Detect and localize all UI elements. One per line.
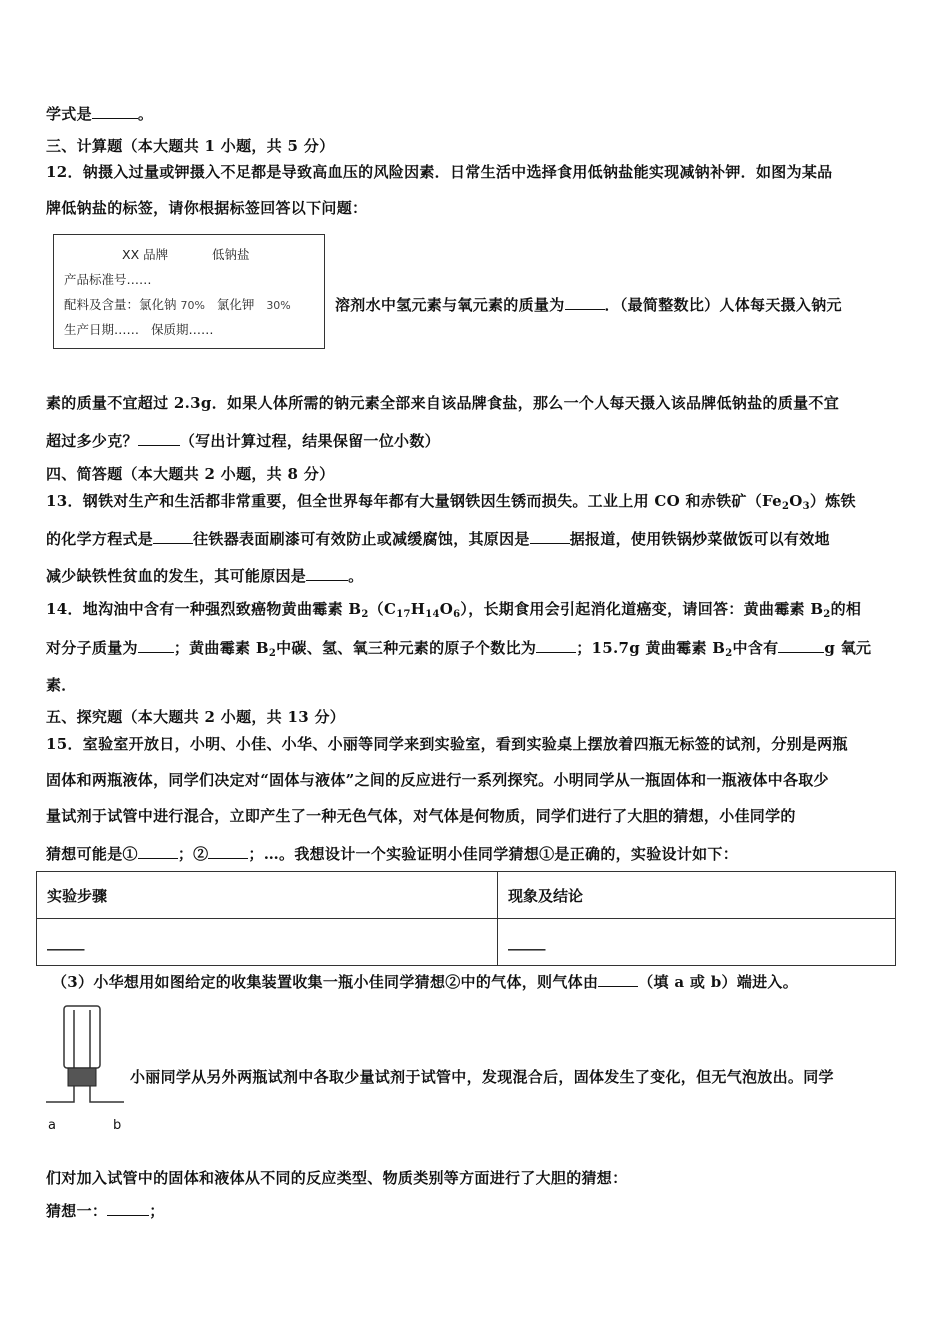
tube-end-label-a: a [48,1118,56,1133]
q15-line-6: 小丽同学从另外两瓶试剂中各取少量试剂于试管中，发现混合后，固体发生了变化，但无气泡放出。同学 [130,1068,834,1086]
q15-line-3: 量试剂于试管中进行混合，立即产生了一种无色气体，对气体是何物质，同学们进行了大胆的猜想，小佳同学的 [46,807,796,825]
table-cell-result[interactable]: _____ [498,919,896,966]
q12-line-1: 12．钠摄入过量或钾摄入不足都是导致高血压的风险因素．日常生活中选择食用低钠盐能实现减钠补钾．如图为某品 [46,163,833,181]
answer-blank[interactable] [138,430,180,446]
salt-label-figure [53,234,325,349]
table-header-steps: 实验步骤 [37,872,498,919]
q14-line-1: 14．地沟油中含有一种强烈致癌物黄曲霉素 $B_2(C_{17}H_{14}O_6)$，长期食用会引起消化道癌变，请回答：黄曲霉素 $B_2$的相 [46,600,862,620]
q12-line-5: 超过多少克？ （写出计算过程，结果保留一位小数） [46,432,440,450]
section-4-heading: 四、简答题（本大题共 2 小题，共 8 分） [46,465,335,483]
q15-line-5: （3）小华想用如图给定的收集装置收集一瓶小佳同学猜想②中的气体，则气体由 （填 a 或 b）端进入。 [52,973,799,991]
q15-line-1: 15．室验室开放日，小明、小佳、小华、小丽等同学来到实验室，看到实验桌上摆放着四瓶无标签的试剂，分别是两瓶 [46,735,848,753]
q12-line-3: 溶剂水中氢元素与氧元素的质量为 ．（最简整数比）人体每天摄入钠元 [335,296,842,314]
q14-line-2: 对分子质量为 ；黄曲霉素 $B_2$中碳、氢、氧三种元素的原子个数比为 ；15.7g 黄曲霉素 $B_2$中含有 g 氧元 [46,639,872,659]
tube-end-label-b: b [113,1118,122,1133]
answer-blank[interactable] [107,1200,149,1216]
q15-line-2: 固体和两瓶液体，同学们决定对“固体与液体”之间的反应进行一系列探究。小明同学从一瓶固体和一瓶液体中各取少 [46,771,829,789]
q15-line-8: 猜想一： ； [46,1202,165,1220]
q15-line-7: 们对加入试管中的固体和液体从不同的反应类型、物质类别等方面进行了大胆的猜想： [46,1169,628,1187]
table-cell-steps[interactable]: _____ [37,919,498,966]
q13-line-1: 13．钢铁对生产和生活都非常重要，但全世界每年都有大量钢铁因生锈而损失。工业上用 CO 和赤铁矿$(Fe_2O_3)$炼铁 [46,492,856,512]
label-ingredients: 配料及含量：氯化钠 70% 氯化钾 30% [64,297,291,312]
answer-blank[interactable] [565,294,605,310]
answer-blank[interactable] [153,528,193,544]
section-3-heading: 三、计算题（本大题共 1 小题，共 5 分） [46,137,335,155]
experiment-table [36,871,896,966]
answer-blank[interactable] [306,565,348,581]
answer-blank[interactable] [138,843,178,859]
line-formula: 学式是 。 [46,105,154,123]
answer-blank[interactable] [92,103,138,119]
q15-line-4: 猜想可能是① ；② ；…。我想设计一个实验证明小佳同学猜想①是正确的，实验设计如下： [46,845,739,863]
q12-line-4: 素的质量不宜超过 2.3g．如果人体所需的钠元素全部来自该品牌食盐，那么一个人每天摄入该品牌低钠盐的质量不宜 [46,394,840,412]
label-standard: 产品标准号…… [64,272,152,287]
label-product-name: 低钠盐 [212,247,250,262]
label-brand: XX 品牌 [122,247,169,262]
q12-line-2: 牌低钠盐的标签，请你根据标签回答以下问题： [46,199,368,217]
label-dates: 生产日期…… 保质期…… [64,322,214,337]
answer-blank[interactable] [778,637,824,653]
answer-blank[interactable] [536,637,576,653]
section-5-heading: 五、探究题（本大题共 2 小题，共 13 分） [46,708,346,726]
table-header-result: 现象及结论 [498,872,896,919]
answer-blank[interactable] [598,971,638,987]
answer-blank[interactable] [530,528,570,544]
q13-line-3: 减少缺铁性贫血的发生，其可能原因是 。 [46,567,364,585]
q14-line-3: 素． [46,676,77,694]
answer-blank[interactable] [208,843,248,859]
gas-collection-apparatus-figure [44,1002,128,1114]
q13-line-2: 的化学方程式是 往铁器表面刷漆可有效防止或减缓腐蚀，其原因是 据报道，使用铁锅炒菜做饭可以有效地 [46,530,830,548]
answer-blank[interactable] [138,637,174,653]
